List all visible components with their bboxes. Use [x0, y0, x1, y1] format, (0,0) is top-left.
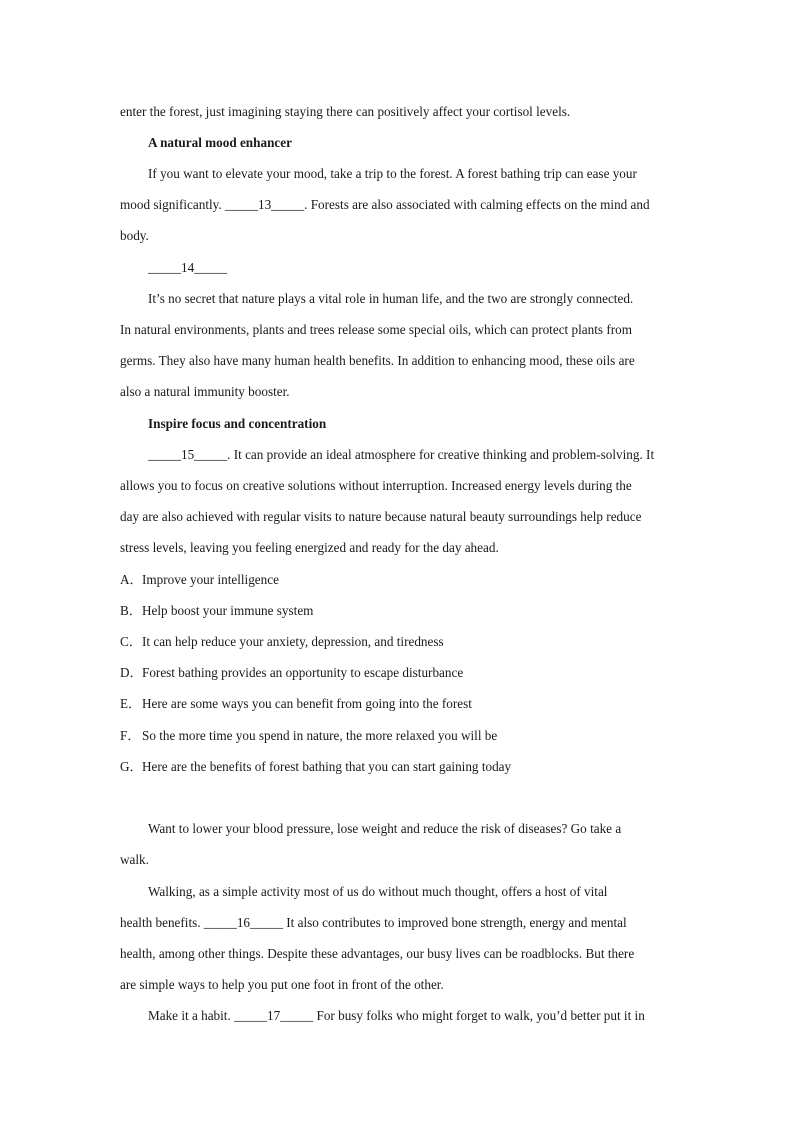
text-line: health, among other things. Despite these advantages, our busy lives can be roadblocks. But there: [120, 946, 635, 961]
text-line: Walking, as a simple activity most of us do without much thought, offers a host of vital: [148, 884, 608, 899]
option-text: Here are the benefits of forest bathing that you can start gaining today: [142, 759, 512, 774]
text-line: [120, 197, 680, 213]
option-item: [120, 696, 680, 712]
text-line: stress levels, leaving you feeling energized and ready for the day ahead.: [120, 540, 499, 555]
text-line: It’s no secret that nature plays a vital role in human life, and the two are strongly connected.: [148, 291, 634, 306]
option-letter: E．: [120, 696, 142, 711]
option-text: Improve your intelligence: [142, 572, 279, 587]
text-segment: For busy folks who might forget to walk, you’d better put it in: [313, 1008, 645, 1023]
text-line: allows you to focus on creative solutions without interruption. Increased energy levels during the: [120, 478, 632, 493]
text-segment: . Forests are also associated with calming effects on the mind and: [304, 197, 650, 212]
text-line: If you want to elevate your mood, take a trip to the forest. A forest bathing trip can ease your: [148, 166, 637, 181]
option-letter: F．: [120, 728, 141, 743]
text-line: enter the forest, just imagining staying there can positively affect your cortisol levels.: [120, 104, 571, 119]
text-line: day are also achieved with regular visits to nature because natural beauty surroundings help reduce: [120, 509, 642, 524]
text-line: germs. They also have many human health benefits. In addition to enhancing mood, these oils are: [120, 353, 635, 368]
section-heading: A natural mood enhancer: [148, 135, 292, 150]
option-text: Here are some ways you can benefit from going into the forest: [142, 696, 472, 711]
text-line: walk.: [120, 852, 149, 867]
blank-13: _____13_____: [225, 197, 305, 212]
option-item: [120, 634, 680, 650]
option-item: [120, 603, 680, 619]
option-text: It can help reduce your anxiety, depression, and tiredness: [142, 634, 444, 649]
option-letter: G．: [120, 759, 143, 774]
blank-17: _____17_____: [234, 1008, 314, 1023]
text-segment: It also contributes to improved bone strength, energy and mental: [282, 915, 627, 930]
section-heading: Inspire focus and concentration: [148, 416, 327, 431]
text-line: Want to lower your blood pressure, lose weight and reduce the risk of diseases? Go take a: [148, 821, 622, 836]
text-segment: Make it a habit.: [148, 1008, 235, 1023]
option-item: [120, 759, 680, 775]
text-segment: health benefits.: [120, 915, 204, 930]
text-line: [120, 915, 680, 931]
blank-15: _____15_____: [148, 447, 228, 462]
option-letter: D．: [120, 665, 143, 680]
option-item: [120, 665, 680, 681]
text-segment: mood significantly.: [120, 197, 225, 212]
option-letter: A．: [120, 572, 143, 587]
text-line: In natural environments, plants and trees release some special oils, which can protect plants from: [120, 322, 632, 337]
option-item: [120, 572, 680, 588]
option-text: Forest bathing provides an opportunity to escape disturbance: [142, 665, 464, 680]
text-line: [148, 1008, 708, 1024]
option-item: [120, 728, 680, 744]
text-line: [148, 447, 708, 463]
text-line: are simple ways to help you put one foot in front of the other.: [120, 977, 444, 992]
option-text: Help boost your immune system: [142, 603, 314, 618]
text-line: body.: [120, 228, 149, 243]
option-text: So the more time you spend in nature, the more relaxed you will be: [142, 728, 498, 743]
option-letter: B．: [120, 603, 142, 618]
blank-16: _____16_____: [203, 915, 283, 930]
text-line: also a natural immunity booster.: [120, 384, 290, 399]
blank-14: _____14_____: [148, 260, 228, 275]
option-letter: C．: [120, 634, 142, 649]
text-segment: . It can provide an ideal atmosphere for creative thinking and problem-solving. It: [227, 447, 655, 462]
